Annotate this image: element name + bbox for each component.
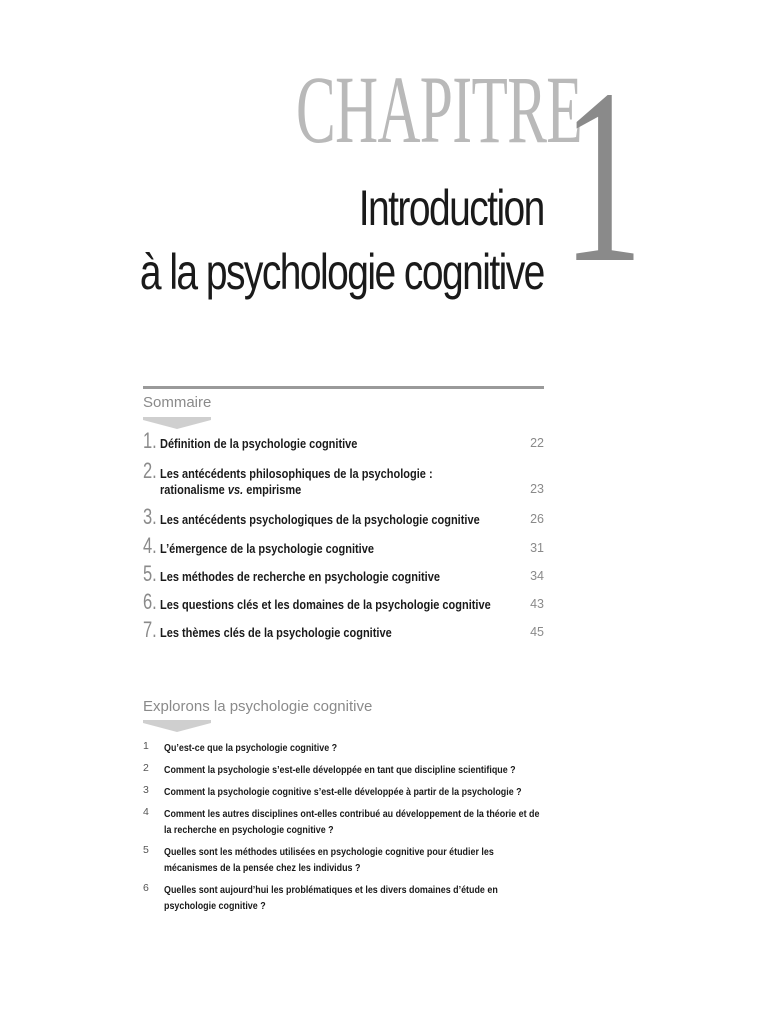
toc-item-title: Les questions clés et les domaines de la psychologie cognitive <box>160 598 491 612</box>
toc-item-page: 22 <box>530 436 544 450</box>
toc-item-number: 3. <box>143 504 157 529</box>
toc-item-page: 31 <box>530 541 544 555</box>
toc-item-number: 6. <box>143 589 157 614</box>
question-text: Comment la psychologie cognitive s’est-elle développée à partir de la psychologie ? <box>164 786 522 798</box>
toc-item-page: 26 <box>530 512 544 526</box>
question-number: 2 <box>143 762 149 774</box>
toc-item-title-vs: vs. <box>227 483 244 497</box>
toc-item-title <box>160 466 433 498</box>
toc-item-page: 43 <box>530 597 544 611</box>
toc-item-number: 7. <box>143 617 157 642</box>
chapter-label: CHAPITRE <box>296 56 583 163</box>
question-number: 1 <box>143 740 149 752</box>
chapter-title-line-1: Introduction <box>358 180 544 236</box>
explorons-heading: Explorons la psychologie cognitive <box>143 698 373 715</box>
toc-item-title: Définition de la psychologie cognitive <box>160 437 358 451</box>
toc-item-title: Les méthodes de recherche en psychologie cognitive <box>160 570 440 584</box>
toc-item-number: 5. <box>143 561 157 586</box>
question-text: Comment la psychologie s’est-elle développée en tant que discipline scientifique ? <box>164 764 516 776</box>
sommaire-rule <box>143 386 544 389</box>
question-number: 6 <box>143 882 149 894</box>
question-number: 4 <box>143 806 149 818</box>
question-number: 3 <box>143 784 149 796</box>
toc-item-title: Les thèmes clés de la psychologie cognitive <box>160 626 392 640</box>
toc-item-title-line-2b: empirisme <box>243 483 302 497</box>
toc-item-number: 2. <box>143 458 157 483</box>
toc-item-title-line-1: Les antécédents philosophiques de la psychologie : <box>160 467 433 481</box>
question-text: Quelles sont aujourd’hui les problématiques et les divers domaines d’étude en psychologie cognitive ? <box>164 884 498 912</box>
toc-item-page: 34 <box>530 569 544 583</box>
question-text: Comment les autres disciplines ont-elles contribué au développement de la théorie et de la recherche en psychologie cognitive ? <box>164 808 540 836</box>
chapter-number: 1 <box>562 38 644 315</box>
toc-item-page: 23 <box>530 482 544 496</box>
toc-item-title: Les antécédents psychologiques de la psychologie cognitive <box>160 513 480 527</box>
question-text: Qu’est-ce que la psychologie cognitive ? <box>164 742 338 754</box>
question-text: Quelles sont les méthodes utilisées en psychologie cognitive pour étudier les mécanismes de la pensée chez les individus ? <box>164 846 494 874</box>
chapter-title-line-2: à la psychologie cognitive <box>140 244 544 300</box>
toc-item-number: 1. <box>143 428 157 453</box>
toc-item-title-line-2a: rationalisme <box>160 483 228 497</box>
toc-item-title: L’émergence de la psychologie cognitive <box>160 542 374 556</box>
toc-item-page: 45 <box>530 625 544 639</box>
sommaire-heading: Sommaire <box>143 394 212 411</box>
question-number: 5 <box>143 844 149 856</box>
toc-item-number: 4. <box>143 533 157 558</box>
explorons-arrow-icon <box>143 723 211 732</box>
chapter-title <box>26 176 544 304</box>
